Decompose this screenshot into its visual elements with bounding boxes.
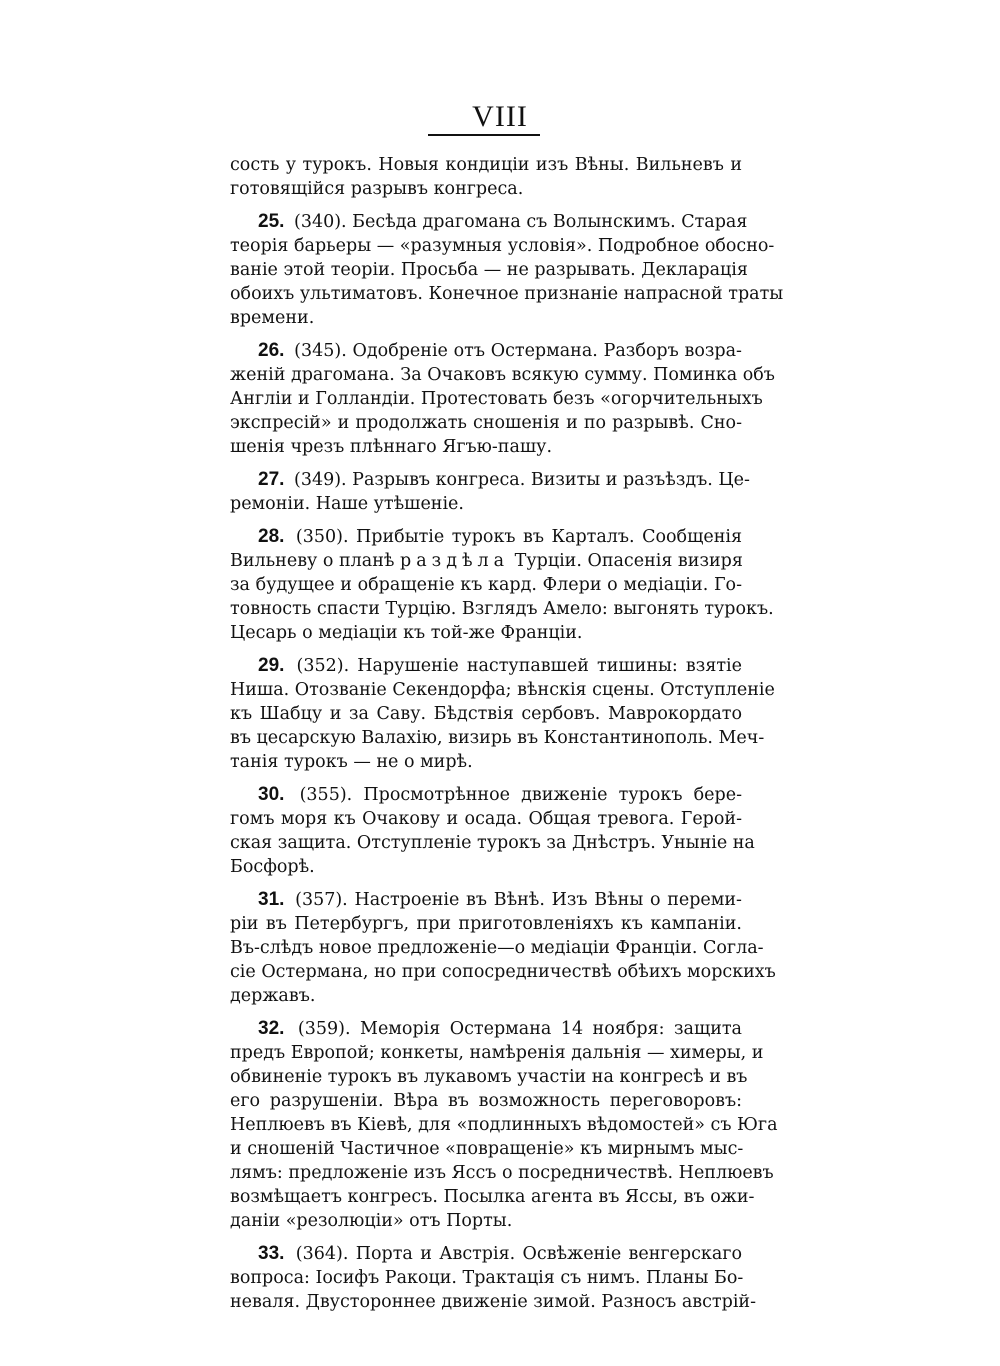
text-line: и сношеній Частичное «повращеніе» къ мирнымъ мыс- (230, 1139, 744, 1159)
text-line: его разрушеніи. Вѣра въ возможность переговоровъ: (230, 1091, 742, 1111)
text-line: вопроса: Іосифъ Ракоци. Трактація съ нимъ. Планы Бо- (230, 1268, 744, 1288)
text-line: готовящійся разрывъ конгреса. (230, 179, 524, 199)
entry-text: (345). Одобреніе отъ Остермана. Разборъ возра- (294, 341, 742, 361)
entry-31 (230, 888, 776, 1008)
entry-text: (364). Порта и Австрія. Освѣженіе венгерскаго (295, 1244, 742, 1264)
entry-number: 33. (258, 1243, 285, 1264)
text-line: обоихъ ультиматовъ. Конечное признаніе напрасной траты (230, 284, 784, 304)
text-line: теорія барьеры — «разумныя условія». Подробное обосно- (230, 236, 775, 256)
text-line: Цесарь о медіаціи къ той-же Франціи. (230, 623, 583, 643)
page-content (230, 153, 784, 1323)
text-line (230, 468, 750, 492)
text-line: экспресій» и продолжать сношенія и по разрывѣ. Сно- (230, 413, 742, 433)
entry-number: 28. (258, 526, 285, 547)
text-line: ваніе этой теоріи. Просьба — не разрывать. Декларація (230, 260, 748, 280)
text-line: Босфорѣ. (230, 857, 315, 877)
entry-text: (352). Нарушеніе наступавшей тишины: взятіе (296, 656, 742, 676)
header-rule (428, 134, 540, 136)
text-line (230, 783, 742, 807)
entry-text: (350). Прибытіе турокъ въ Карталъ. Сообщенія (295, 527, 742, 547)
text-line (230, 654, 742, 678)
text-line: сость у турокъ. Новыя кондиціи изъ Вѣны. Вильневъ и (230, 155, 742, 175)
entry-27 (230, 468, 750, 516)
entry-30 (230, 783, 755, 879)
text-line: ремоніи. Наше утѣшеніе. (230, 494, 464, 514)
text-line: предъ Европой; конкеты, намѣренія дальнія — химеры, и (230, 1043, 764, 1063)
entry-text: Турціи. Опасенія визиря (514, 551, 743, 571)
entry-29 (230, 654, 775, 774)
entry-text: (355). Просмотрѣнное движеніе турокъ бере- (299, 785, 742, 805)
text-line: шенія чрезъ плѣннаго Ягъю-пашу. (230, 437, 553, 457)
text-line (230, 525, 742, 549)
entry-25 (230, 210, 784, 330)
entry-text: (357). Настроеніе въ Вѣнѣ. Изъ Вѣны о переми- (295, 890, 742, 910)
entry-number: 29. (258, 655, 285, 676)
text-line: женій драгомана. За Очаковъ всякую сумму. Поминка объ (230, 365, 775, 385)
text-line (230, 1242, 742, 1266)
text-line: лямъ: предложеніе изъ Яссъ о посредничествѣ. Неплюевъ (230, 1163, 774, 1183)
text-line: въ цесарскую Валахію, визирь въ Константинополь. Меч- (230, 728, 765, 748)
text-line: Ниша. Отозваніе Секендорфа; вѣнскія сцены. Отступленіе (230, 680, 775, 700)
text-line: возмѣщаетъ конгресъ. Посылка агента въ Яссы, въ ожи- (230, 1187, 755, 1207)
text-line: ская защита. Отступленіе турокъ за Днѣстръ. Уныніе на (230, 833, 755, 853)
text-line: Неплюевъ въ Кіевѣ, для «подлинныхъ вѣдомостей» съ Юга (230, 1115, 778, 1135)
text-line: сіе Остермана, но при сопосредничествѣ обѣихъ морскихъ (230, 962, 776, 982)
text-line: танія турокъ — не о мирѣ. (230, 752, 473, 772)
entry-number: 27. (258, 469, 285, 490)
text-line (230, 549, 742, 573)
entry-text: (340). Бесѣда драгомана съ Волынскимъ. Старая (294, 212, 748, 232)
entry-number: 25. (258, 211, 285, 232)
text-line: Англіи и Голландіи. Протестовать безъ «огорчительныхъ (230, 389, 763, 409)
text-line: товность спасти Турцію. Взглядъ Амело: выгонять турокъ. (230, 599, 774, 619)
entry-text: Вильневу о планѣ (230, 551, 395, 571)
entry-number: 26. (258, 340, 285, 361)
text-line: времени. (230, 308, 315, 328)
entry-number: 31. (258, 889, 285, 910)
entry-26 (230, 339, 775, 459)
text-line: обвиненіе турокъ въ лукавомъ участіи на конгресѣ и въ (230, 1067, 748, 1087)
text-line: державъ. (230, 986, 316, 1006)
text-line: даніи «резолюціи» отъ Порты. (230, 1211, 513, 1231)
emphasized-word: раздѣла (400, 551, 510, 571)
text-line (230, 339, 742, 363)
text-line (230, 888, 742, 912)
text-line: за будущее и обращеніе къ кард. Флери о медіаціи. Го- (230, 575, 742, 595)
entry-32 (230, 1017, 778, 1233)
text-line: гомъ моря къ Очакову и осада. Общая тревога. Герой- (230, 809, 742, 829)
text-line: къ Шабцу и за Саву. Бѣдствія сербовъ. Маврокордато (230, 704, 742, 724)
entry-number: 32. (258, 1018, 285, 1039)
text-line: ріи въ Петербургъ, при приготовленіяхъ къ кампаніи. (230, 914, 742, 934)
entry-text: (349). Разрывъ конгреса. Визиты и разъѣздъ. Це- (294, 470, 750, 490)
text-line: неваля. Двустороннее движеніе зимой. Разносъ австрій- (230, 1292, 756, 1312)
intro-paragraph (230, 153, 742, 201)
text-line (230, 210, 748, 234)
entry-28 (230, 525, 774, 645)
entry-text: (359). Меморія Остермана 14 ноября: защита (297, 1019, 742, 1039)
entry-number: 30. (258, 784, 285, 805)
text-line: Въ-слѣдъ новое предложеніе—о медіаціи Франціи. Согла- (230, 938, 764, 958)
page-number: VIII (472, 100, 528, 133)
text-line (230, 1017, 742, 1041)
entry-33 (230, 1242, 756, 1314)
